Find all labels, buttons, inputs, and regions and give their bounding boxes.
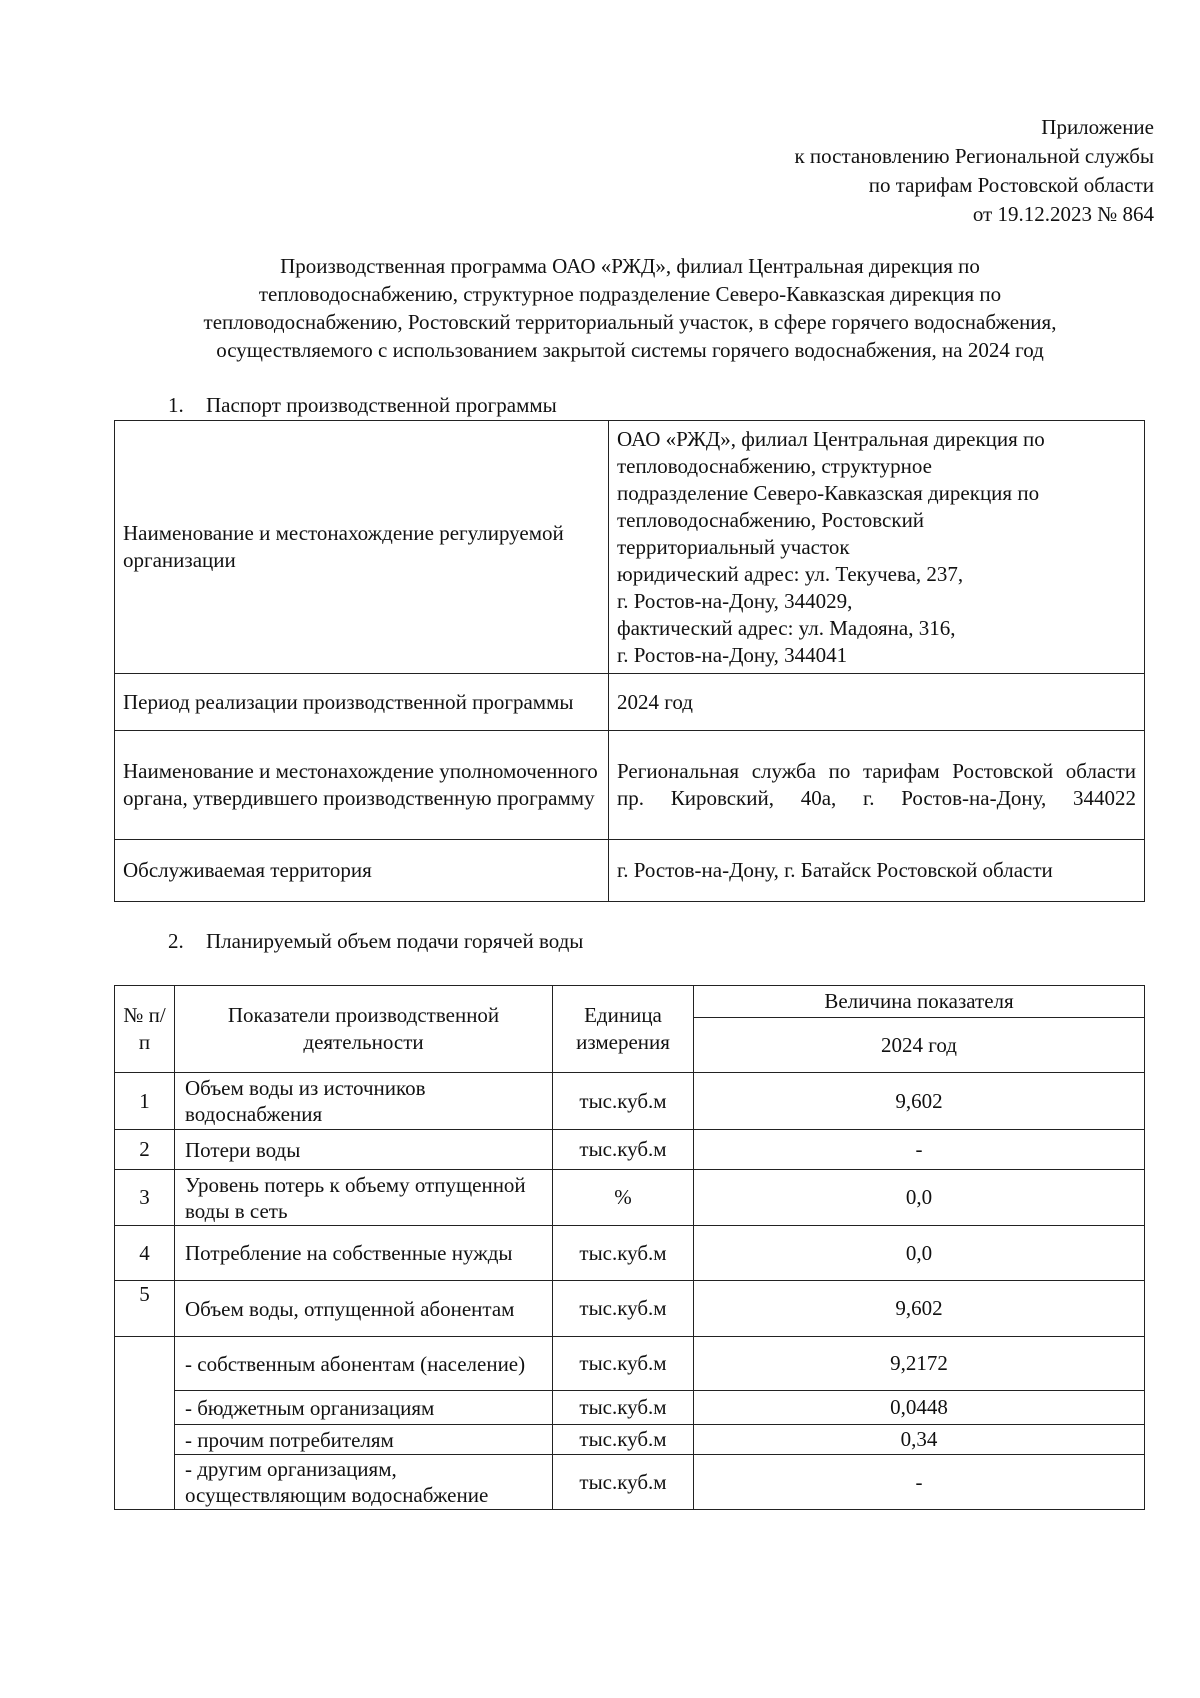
subrow-indicator: - собственным абонентам (население) [175,1337,553,1391]
subrow-indicator: - прочим потребителям [175,1425,553,1455]
row-unit: % [553,1170,694,1226]
title-line-3: тепловодоснабжению, Ростовский территориальный участок, в сфере горячего водоснабжения, [203,310,1057,334]
section-1-title: Паспорт производственной программы [206,393,557,417]
row-num: 1 [115,1073,175,1130]
header-value-group: Величина показателя [694,986,1145,1018]
subrow-value: - [694,1455,1145,1510]
table-row [115,1130,1145,1170]
row-indicator: Объем воды, отпущенной абонентам [175,1281,553,1337]
passport-value: Региональная служба по тарифам Ростовской области пр. Кировский, 40а, г. Ростов-на-Дону, 344022 [609,731,1145,840]
annex-line-1: Приложение [1041,115,1154,139]
row-num: 4 [115,1226,175,1281]
annex-header [794,113,1154,229]
section-1-number: 1. [168,393,184,417]
row-value: 0,0 [694,1226,1145,1281]
row-num: 5 [115,1281,175,1337]
table-subrow [115,1391,1145,1425]
row-value: 9,602 [694,1281,1145,1337]
subrow-indicator: - другим организациям, осуществляющим водоснабжение [175,1455,553,1510]
section-2-heading [168,928,583,954]
title-line-2: тепловодоснабжению, структурное подразделение Северо-Кавказская дирекция по [258,282,1002,306]
passport-value: г. Ростов-на-Дону, г. Батайск Ростовской области [609,840,1145,902]
header-num: № п/п [115,986,175,1073]
row-num: 3 [115,1170,175,1226]
table-row [115,1281,1145,1337]
subrow-value: 0,0448 [694,1391,1145,1425]
table-row [115,1073,1145,1130]
annex-line-3: по тарифам Ростовской области [868,173,1154,197]
table-subrow [115,1425,1145,1455]
annex-line-4: от 19.12.2023 № 864 [972,202,1154,226]
section-2-number: 2. [168,929,184,953]
subrow-indicator: - бюджетным организациям [175,1391,553,1425]
row-unit: тыс.куб.м [553,1281,694,1337]
passport-key: Наименование и местонахождение регулируемой организации [115,421,609,674]
passport-value: ОАО «РЖД», филиал Центральная дирекция по тепловодоснабжению, структурное подразделение Северо-Кавказская дирекция по тепловодоснабжению, Ростовский территориальный участок юридический адрес: ул. Текучева, 237, г. Ростов-на-Дону, 344029, фактический адрес: ул. Мадояна, 316, г. Ростов-на-Дону, 344041 [609,421,1145,674]
table-subrow [115,1337,1145,1391]
section-1-heading [168,392,557,418]
row-num: 2 [115,1130,175,1170]
row-indicator: Уровень потерь к объему отпущенной воды в сеть [175,1170,553,1226]
subrow-unit: тыс.куб.м [553,1337,694,1391]
title-line-1: Производственная программа ОАО «РЖД», филиал Центральная дирекция по [280,254,980,278]
water-volume-table [114,985,1145,1510]
passport-key: Период реализации производственной программы [115,674,609,731]
subrow-num-blank [115,1337,175,1510]
header-unit: Единица измерения [553,986,694,1073]
header-row-top [115,986,1145,1018]
subrow-unit: тыс.куб.м [553,1425,694,1455]
subrow-unit: тыс.куб.м [553,1391,694,1425]
title-line-4: осуществляемого с использованием закрытой системы горячего водоснабжения, на 2024 год [216,338,1044,362]
subrow-value: 0,34 [694,1425,1145,1455]
row-value: 0,0 [694,1170,1145,1226]
passport-row-period [115,674,1145,731]
passport-key: Обслуживаемая территория [115,840,609,902]
passport-key: Наименование и местонахождение уполномоченного органа, утвердившего производственную программу [115,731,609,840]
passport-row-organization [115,421,1145,674]
passport-value: 2024 год [609,674,1145,731]
annex-line-2: к постановлению Региональной службы [794,144,1154,168]
row-indicator: Потребление на собственные нужды [175,1226,553,1281]
table-row [115,1226,1145,1281]
row-unit: тыс.куб.м [553,1130,694,1170]
subrow-unit: тыс.куб.м [553,1455,694,1510]
row-indicator: Объем воды из источников водоснабжения [175,1073,553,1130]
passport-table [114,420,1145,902]
table-row [115,1170,1145,1226]
header-year: 2024 год [694,1018,1145,1073]
header-indicator: Показатели производственной деятельности [175,986,553,1073]
passport-row-authority [115,731,1145,840]
row-value: - [694,1130,1145,1170]
row-value: 9,602 [694,1073,1145,1130]
section-2-title: Планируемый объем подачи горячей воды [206,929,584,953]
document-title [110,252,1150,364]
passport-row-territory [115,840,1145,902]
row-unit: тыс.куб.м [553,1226,694,1281]
row-unit: тыс.куб.м [553,1073,694,1130]
row-indicator: Потери воды [175,1130,553,1170]
subrow-value: 9,2172 [694,1337,1145,1391]
table-subrow [115,1455,1145,1510]
